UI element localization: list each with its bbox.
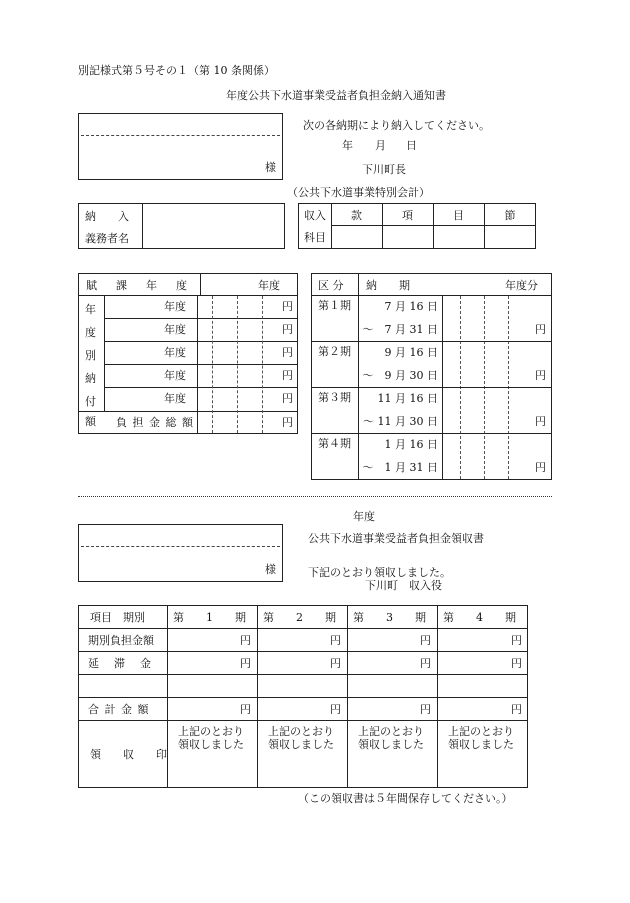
levy-side-char-5: 付 bbox=[85, 395, 96, 408]
levy-side-char-4: 納 bbox=[85, 372, 96, 385]
levy-header-year: 年度 bbox=[258, 279, 280, 292]
revenue-col-kou: 項 bbox=[402, 209, 413, 222]
payer-name-field[interactable] bbox=[143, 204, 284, 248]
revenue-label-line1: 収入 bbox=[304, 209, 326, 222]
period-2-end: ～ 9 月 30 日 bbox=[362, 369, 438, 382]
levy-header-label: 賦 課 年 度 bbox=[86, 279, 191, 292]
receipt-unit-r4-p3: 円 bbox=[420, 703, 431, 716]
schedule-header-year: 年度分 bbox=[505, 279, 538, 292]
receipt-unit-r2-p3: 円 bbox=[420, 657, 431, 670]
receipt-seal-label: 領 収 印 bbox=[90, 748, 167, 761]
receipt-col-period-3: 第 3 期 bbox=[353, 611, 426, 624]
receipt-statement: 下記のとおり領収しました。 bbox=[308, 566, 451, 579]
addressee-dashed-line bbox=[81, 135, 280, 136]
period-3-unit: 円 bbox=[535, 415, 546, 428]
receipt-row-installment-label: 期別負担金額 bbox=[88, 634, 154, 647]
period-3-start: 11 月 16 日 bbox=[377, 392, 438, 405]
period-2-unit: 円 bbox=[535, 369, 546, 382]
levy-row-5-label: 年度 bbox=[164, 392, 186, 405]
receipt-seal-p2-line1: 上記のとおり bbox=[268, 725, 334, 738]
levy-side-char-3: 別 bbox=[85, 349, 96, 362]
period-4-name: 第４期 bbox=[318, 437, 351, 450]
receipt-unit-r4-p1: 円 bbox=[240, 703, 251, 716]
receipt-unit-r2-p1: 円 bbox=[240, 657, 251, 670]
levy-side-char-6: 額 bbox=[85, 415, 96, 428]
levy-row-4-label: 年度 bbox=[164, 369, 186, 382]
levy-row-3-label: 年度 bbox=[164, 346, 186, 359]
receipt-addressee-dashed-line bbox=[81, 546, 280, 547]
levy-total-label: 負 担 金 総 額 bbox=[116, 416, 194, 429]
revenue-col-kan: 款 bbox=[351, 209, 362, 222]
levy-total-unit: 円 bbox=[282, 416, 293, 429]
period-1-start: 7 月 16 日 bbox=[384, 300, 438, 313]
levy-row-2-label: 年度 bbox=[164, 323, 186, 336]
receipt-row-late-fee-label: 延 滞 金 bbox=[88, 657, 153, 670]
issuer-name: 下川町長 bbox=[362, 163, 406, 176]
receipt-row-total-label: 合 計 金 額 bbox=[88, 703, 150, 716]
receipt-footnote: （この領収書は５年間保存してください。） bbox=[298, 792, 513, 805]
receipt-seal-p4-line1: 上記のとおり bbox=[448, 725, 514, 738]
levy-side-char-1: 年 bbox=[85, 303, 96, 316]
receipt-seal-p1-line2: 領収しました bbox=[178, 738, 244, 751]
cut-line bbox=[78, 496, 552, 497]
levy-row-4-unit: 円 bbox=[282, 369, 293, 382]
account-name: （公共下水道事業特別会計） bbox=[287, 186, 430, 199]
date-year: 年 bbox=[342, 139, 353, 152]
receipt-seal-p2-line2: 領収しました bbox=[268, 738, 334, 751]
period-4-unit: 円 bbox=[535, 461, 546, 474]
period-2-name: 第２期 bbox=[318, 345, 351, 358]
period-4-end: ～ 1 月 31 日 bbox=[362, 461, 438, 474]
receipt-unit-r4-p2: 円 bbox=[330, 703, 341, 716]
revenue-col-moku: 目 bbox=[453, 209, 464, 222]
date-month: 月 bbox=[375, 139, 386, 152]
period-1-unit: 円 bbox=[535, 323, 546, 336]
payer-label-line1: 納 入 bbox=[85, 210, 129, 223]
receipt-unit-r1-p1: 円 bbox=[240, 634, 251, 647]
revenue-col-setsu: 節 bbox=[504, 209, 516, 222]
levy-side-char-2: 度 bbox=[85, 326, 96, 339]
receipt-seal-p3-line1: 上記のとおり bbox=[358, 725, 424, 738]
schedule-header-section: 区 分 bbox=[318, 279, 344, 292]
receipt-col-period-2: 第 2 期 bbox=[263, 611, 336, 624]
period-3-name: 第３期 bbox=[318, 391, 351, 404]
payment-instruction: 次の各納期により納入してください。 bbox=[303, 119, 490, 132]
receipt-seal-p4-line2: 領収しました bbox=[448, 738, 514, 751]
payer-label-line2: 義務者名 bbox=[85, 232, 129, 245]
receipt-unit-r4-p4: 円 bbox=[511, 703, 522, 716]
period-3-end: ～ 11 月 30 日 bbox=[363, 415, 438, 428]
receipt-title: 公共下水道事業受益者負担金領収書 bbox=[308, 532, 484, 545]
receipt-unit-r1-p4: 円 bbox=[511, 634, 522, 647]
form-reference: 別記様式第５号その１（第 10 条関係） bbox=[78, 64, 275, 77]
period-4-start: 1 月 16 日 bbox=[384, 438, 438, 451]
receipt-unit-r1-p3: 円 bbox=[420, 634, 431, 647]
receipt-col-period-1: 第 1 期 bbox=[173, 611, 246, 624]
date-day: 日 bbox=[406, 139, 417, 152]
receipt-col-period-4: 第 4 期 bbox=[443, 611, 516, 624]
levy-row-2-unit: 円 bbox=[282, 323, 293, 336]
receipt-unit-r1-p2: 円 bbox=[330, 634, 341, 647]
levy-table bbox=[78, 273, 298, 434]
period-2-start: 9 月 16 日 bbox=[384, 346, 438, 359]
levy-row-1-unit: 円 bbox=[282, 300, 293, 313]
receipt-seal-p3-line2: 領収しました bbox=[358, 738, 424, 751]
levy-row-3-unit: 円 bbox=[282, 346, 293, 359]
period-1-name: 第１期 bbox=[318, 299, 351, 312]
period-1-end: ～ 7 月 31 日 bbox=[362, 323, 438, 336]
receipt-addressee-suffix: 様 bbox=[265, 563, 276, 576]
receipt-year: 年度 bbox=[353, 510, 375, 523]
notice-title: 年度公共下水道事業受益者負担金納入通知書 bbox=[226, 89, 446, 102]
receipt-unit-r2-p4: 円 bbox=[511, 657, 522, 670]
levy-row-1-label: 年度 bbox=[164, 300, 186, 313]
addressee-box[interactable] bbox=[78, 113, 283, 180]
levy-row-5-unit: 円 bbox=[282, 392, 293, 405]
schedule-header-due: 納 期 bbox=[366, 279, 410, 292]
receipt-unit-r2-p2: 円 bbox=[330, 657, 341, 670]
receipt-seal-p1-line1: 上記のとおり bbox=[178, 725, 244, 738]
receipt-addressee-box[interactable] bbox=[78, 524, 283, 582]
revenue-label-line2: 科目 bbox=[304, 231, 326, 244]
receipt-corner-label: 項目 期別 bbox=[90, 611, 145, 624]
addressee-suffix: 様 bbox=[265, 161, 276, 174]
receipt-issuer: 下川町 収入役 bbox=[365, 579, 442, 592]
